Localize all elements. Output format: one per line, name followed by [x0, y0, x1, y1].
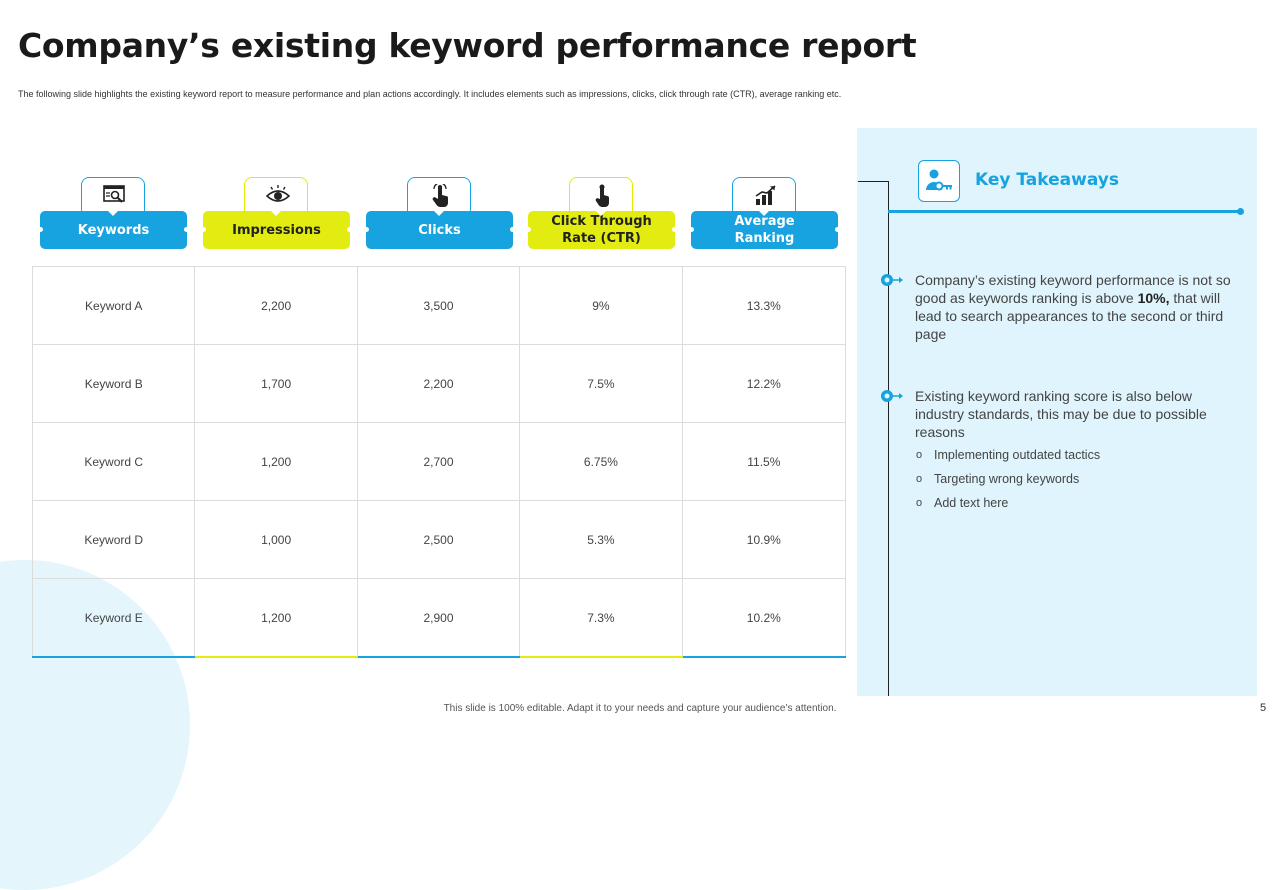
circle-bullet-icon: o — [916, 497, 923, 509]
header-label-average-ranking: Average Ranking — [691, 211, 838, 249]
header-label-ctr: Click Through Rate (CTR) — [528, 211, 675, 249]
table-cell: 9% — [520, 267, 682, 344]
table-cell: 7.5% — [520, 345, 682, 422]
header-label-impressions: Impressions — [203, 211, 350, 249]
header-impressions — [203, 177, 350, 249]
table-cell: 1,200 — [195, 423, 357, 500]
keyword-table — [32, 266, 846, 658]
reasons-list — [916, 447, 1100, 519]
header-average-ranking — [691, 177, 838, 249]
list-item: o Targeting wrong keywords — [916, 472, 1080, 486]
table-cell: Keyword D — [33, 501, 195, 578]
table-cell: Keyword C — [33, 423, 195, 500]
table-cell: 2,700 — [358, 423, 520, 500]
table-row — [33, 501, 845, 579]
takeaway-point-2: Existing keyword ranking score is also below industry standards, this may be due to possible reasons — [915, 388, 1207, 440]
list-item: o Implementing outdated tactics — [916, 448, 1101, 462]
table-cell: 2,500 — [358, 501, 520, 578]
table-cell: 10.9% — [746, 532, 781, 547]
table-cell: 11.5% — [747, 454, 781, 469]
table-cell: 6.75% — [520, 423, 682, 500]
header-label-clicks: Clicks — [366, 211, 513, 249]
table-cell: 2,200 — [358, 345, 520, 422]
list-item: o Add text here — [916, 496, 1009, 510]
bullet-arrow-icon — [880, 273, 904, 287]
table-row — [33, 345, 845, 423]
underline-dot — [1237, 208, 1244, 215]
bullet-arrow-icon — [880, 389, 904, 403]
header-clicks — [366, 177, 513, 249]
table-cell: 1,200 — [195, 579, 357, 657]
table-cell: 13.3% — [746, 298, 781, 313]
table-cell: 1,000 — [195, 501, 357, 578]
table-cell: 7.3% — [520, 579, 682, 657]
header-keywords — [40, 177, 187, 249]
table-cell: 2,900 — [358, 579, 520, 657]
divider-line — [888, 181, 889, 696]
takeaway-point-1: Company’s existing keyword performance is not so good as keywords ranking is above 10%, that will lead to search appearances to the second or third page — [915, 272, 1231, 342]
connector-line — [858, 181, 889, 182]
header-ctr — [528, 177, 675, 249]
table-cell: 3,500 — [358, 267, 520, 344]
title-underline — [888, 210, 1240, 213]
table-bottom-accent — [32, 656, 846, 658]
page-subtitle: The following slide highlights the existing keyword report to measure performance and plan actions accordingly. It includes elements such as impressions, clicks, click through rate (CTR), average ranking etc. — [18, 89, 842, 99]
person-key-icon — [918, 160, 960, 202]
circle-bullet-icon: o — [916, 473, 923, 485]
table-cell: 1,700 — [195, 345, 357, 422]
table-cell: 5.3% — [520, 501, 682, 578]
page-title: Company’s existing keyword performance report — [18, 26, 917, 65]
table-cell: 12.2% — [746, 376, 781, 391]
table-row — [33, 267, 845, 345]
key-takeaways-title: Key Takeaways — [975, 170, 1119, 190]
page-number: 5 — [1260, 702, 1267, 714]
table-row — [33, 423, 845, 501]
table-cell: 2,200 — [195, 267, 357, 344]
footer-note: This slide is 100% editable. Adapt it to your needs and capture your audience’s attention. — [443, 703, 837, 714]
circle-bullet-icon: o — [916, 449, 923, 461]
table-row — [33, 579, 845, 657]
table-cell: Keyword B — [33, 345, 195, 422]
header-label-keywords: Keywords — [40, 211, 187, 249]
table-cell: Keyword E — [33, 579, 195, 657]
table-cell: Keyword A — [33, 267, 195, 344]
table-cell: 10.2% — [746, 611, 781, 625]
